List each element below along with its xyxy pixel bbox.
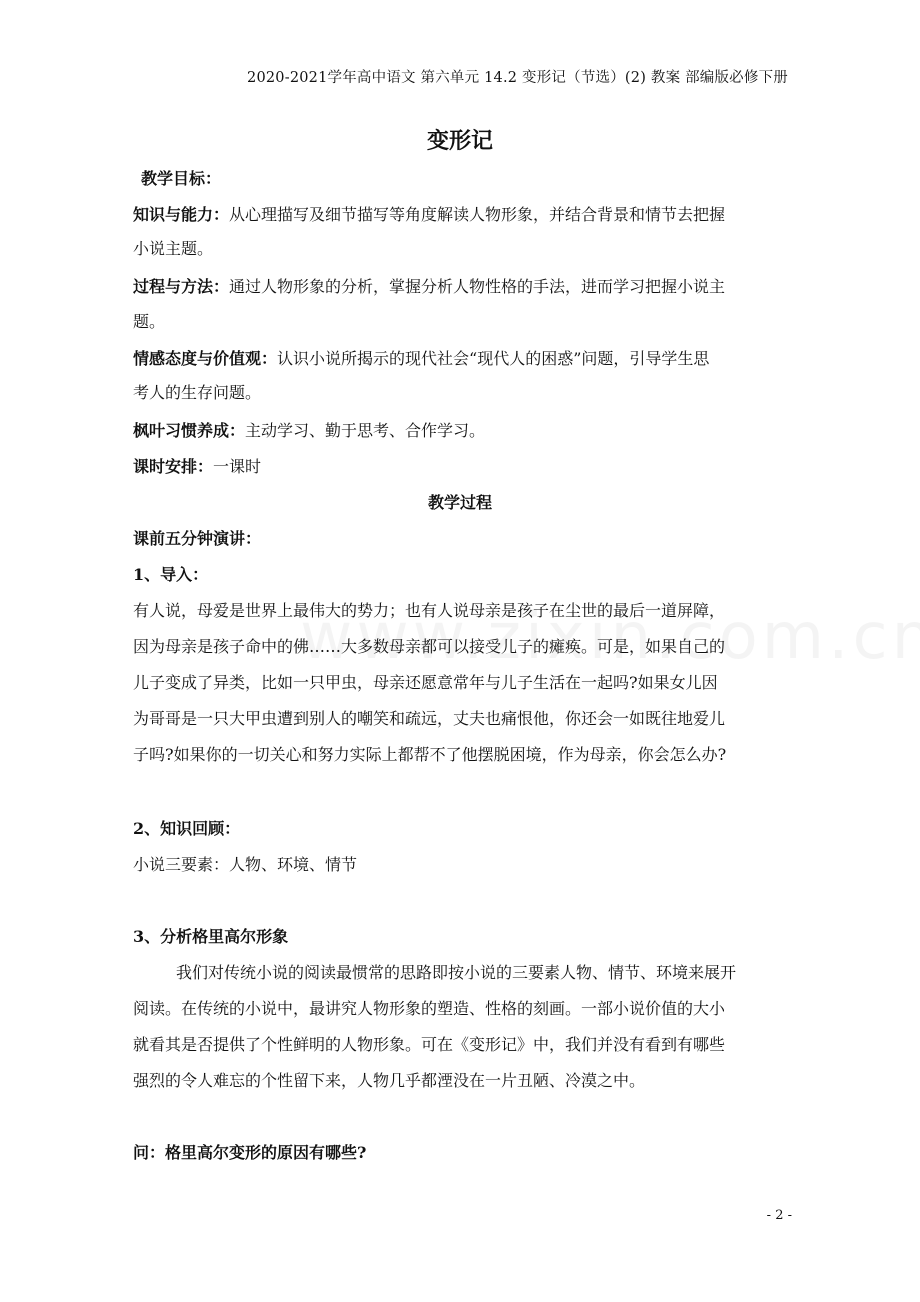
review-text: 小说三要素：人物、环境、情节 [133, 855, 358, 874]
schedule-line [133, 456, 793, 478]
objectives-heading: 教学目标： [141, 169, 222, 188]
emotion-text: 认识小说所揭示的现代社会“现代人的困惑”问题，引导学生思 [277, 349, 710, 368]
process-line-1 [133, 276, 793, 298]
intro-line: 儿子变成了异类，比如一只甲虫，母亲还愿意常年与儿子生活在一起吗?如果女儿因 [133, 673, 718, 692]
knowledge-text: 从心理描写及细节描写等角度解读人物形象，并结合背景和情节去把握 [229, 205, 726, 224]
question-text: 问：格里高尔变形的原因有哪些? [133, 1143, 367, 1162]
page-number: - 2 - [766, 1208, 792, 1223]
intro-line: 子吗?如果你的一切关心和努力实际上都帮不了他摆脱困境，作为母亲，你会怎么办? [133, 745, 727, 764]
analysis-heading: 3、分析格里高尔形象 [133, 927, 289, 946]
emotion-line-2: 考人的生存问题。 [133, 383, 262, 402]
habit-text: 主动学习、勤于思考、合作学习。 [245, 421, 486, 440]
schedule-text: 一课时 [213, 457, 262, 476]
intro-line: 因为母亲是孩子命中的佛……大多数母亲都可以接受儿子的瘫痪。可是，如果自己的 [133, 637, 726, 656]
process-line-2: 题。 [133, 312, 166, 331]
document-title: 变形记 [426, 128, 493, 154]
intro-line: 为哥哥是一只大甲虫遭到别人的嘲笑和疏远，丈夫也痛恨他，你还会一如既往地爱儿 [133, 709, 726, 728]
process-heading: 教学过程 [427, 493, 492, 512]
review-heading: 2、知识回顾： [133, 819, 241, 838]
process-text: 通过人物形象的分析，掌握分析人物性格的手法，进而学习把握小说主 [229, 277, 726, 296]
speech-heading: 课前五分钟演讲： [133, 529, 262, 548]
habit-line [133, 420, 793, 442]
process-label: 过程与方法： [133, 277, 230, 296]
emotion-label: 情感态度与价值观： [133, 349, 278, 368]
analysis-line: 阅读。在传统的小说中，最讲究人物形象的塑造、性格的刻画。一部小说价值的大小 [133, 999, 726, 1018]
analysis-line: 强烈的令人难忘的个性留下来，人物几乎都湮没在一片丑陋、冷漠之中。 [133, 1071, 646, 1090]
intro-heading: 1、导入： [133, 565, 209, 584]
intro-line: 有人说，母爱是世界上最伟大的势力；也有人说母亲是孩子在尘世的最后一道屏障， [133, 601, 726, 620]
knowledge-line-2: 小说主题。 [133, 239, 214, 258]
habit-label: 枫叶习惯养成： [133, 421, 246, 440]
schedule-label: 课时安排： [133, 457, 214, 476]
knowledge-label: 知识与能力： [133, 205, 230, 224]
page-header: 2020-2021学年高中语文 第六单元 14.2 变形记（节选）(2) 教案 部编版必修下册 [247, 70, 788, 86]
analysis-line: 就看其是否提供了个性鲜明的人物形象。可在《变形记》中，我们并没有看到有哪些 [133, 1035, 726, 1054]
emotion-line-1 [133, 348, 793, 370]
analysis-line: 我们对传统小说的阅读最惯常的思路即按小说的三要素人物、情节、环境来展开 [176, 963, 737, 982]
knowledge-line-1 [133, 204, 793, 226]
